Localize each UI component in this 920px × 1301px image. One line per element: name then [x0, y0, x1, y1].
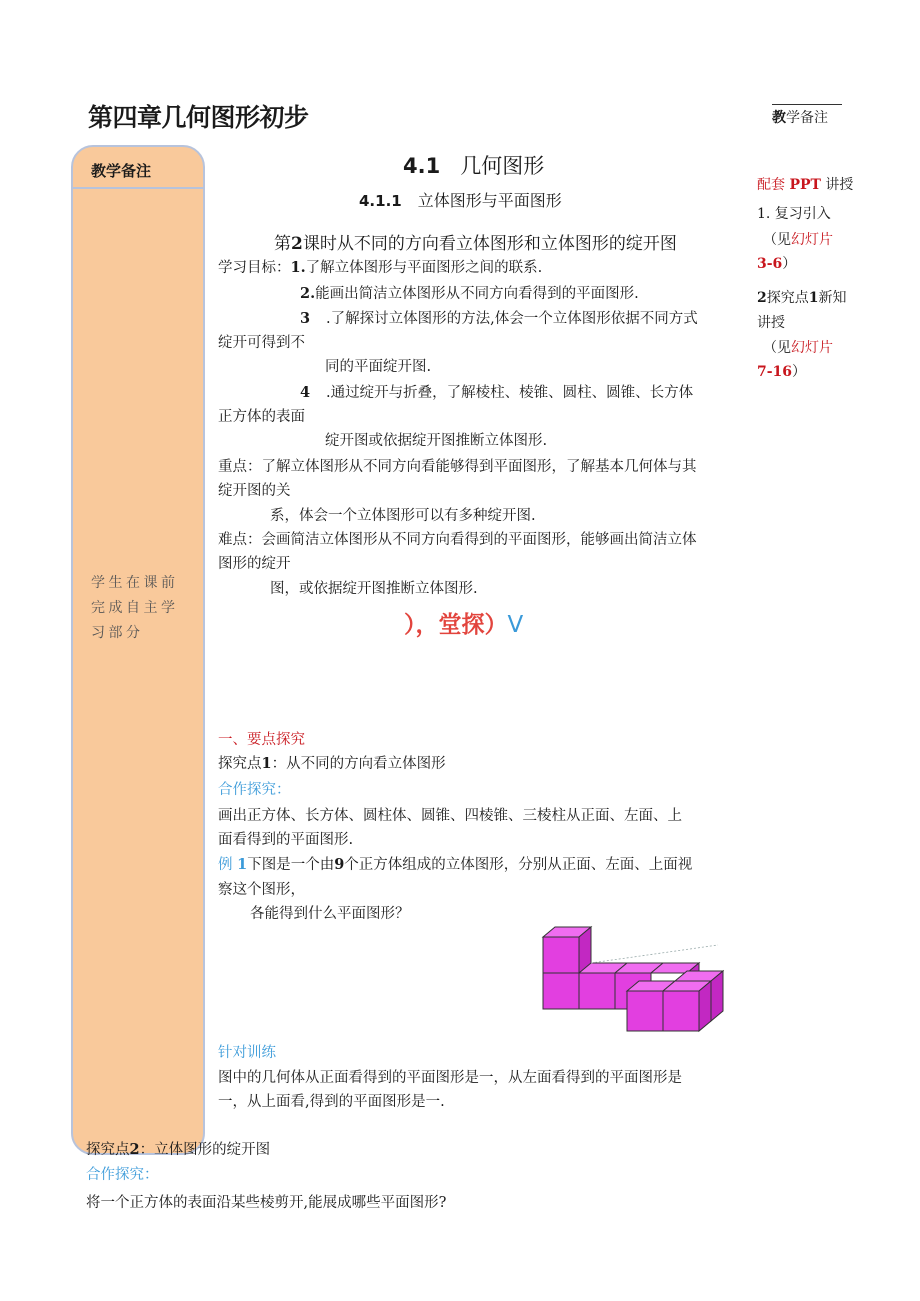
see-1-b: 幻灯片	[791, 232, 833, 248]
cube-front-face	[579, 973, 615, 1009]
key-point-cont2: 系，体会一个立体图形可以有多种绽开图.	[270, 508, 536, 524]
top-teaching-note	[772, 104, 842, 127]
goal-3-cont: 绽开可得到不	[218, 335, 305, 351]
see-slides-1	[763, 228, 833, 252]
example-1	[218, 855, 692, 875]
dashed-guide	[591, 945, 718, 963]
top-note-rest: 学备注	[786, 110, 828, 126]
example-1-text-a: 下图是一个由	[247, 857, 335, 873]
coop-2-text: 将一个正方体的表面沿某些棱剪开,能展成哪些平面图形?	[86, 1195, 447, 1211]
review-note: 1. 复习引入	[757, 206, 831, 222]
training-text: 图中的几何体从正面看得到的平面图形是一，从左面看得到的平面图形是	[218, 1070, 682, 1086]
example-1-question: 各能得到什么平面图形？	[250, 906, 410, 922]
explore-note-b: 探究点	[766, 290, 809, 306]
explore-1-num: 1	[261, 755, 272, 772]
explore-point-2	[86, 1140, 270, 1160]
see-2-range: 7-16	[757, 364, 793, 380]
see-1-range: 3-6	[757, 256, 783, 272]
subsection-heading	[359, 188, 562, 211]
ppt-note	[757, 173, 853, 197]
side-panel-header-text: 教学备注	[91, 162, 152, 180]
example-1-count: 9	[334, 856, 345, 873]
teaching-notes-panel	[71, 145, 205, 1155]
explore-note-d: 新知	[818, 290, 847, 306]
cooperative-explore-2: 合作探究：	[86, 1167, 159, 1183]
explore-point-1	[218, 754, 446, 774]
explore-note	[757, 286, 847, 310]
goal-3-text: .了解探讨立体图形的方法,体会一个立体图形依据不同方式	[326, 311, 698, 327]
cube-front-face	[543, 937, 579, 973]
side-panel-header	[73, 147, 203, 189]
subsection-title: 立体图形与平面图形	[417, 191, 562, 210]
goal-1	[218, 258, 542, 278]
goal-4	[300, 383, 693, 403]
fragment-v: V	[507, 612, 524, 638]
targeted-training-heading: 针对训练	[218, 1045, 276, 1061]
difficulty-cont2: 图，或依据绽开图推断立体图形.	[270, 581, 478, 597]
difficulty-cont: 图形的绽开	[218, 556, 291, 572]
goal-4-cont2: 绽开图或依据绽开图推断立体图形.	[325, 433, 548, 449]
goals-label: 学习目标：	[218, 260, 291, 276]
cooperative-explore-1: 合作探究：	[218, 782, 291, 798]
goal-2-text: 能画出简洁立体图形从不同方向看得到的平面图形.	[315, 286, 639, 302]
see-slides-1-range	[757, 252, 796, 276]
training-text-cont: 一，从上面看,得到的平面图形是一.	[218, 1094, 445, 1110]
key-point: 重点：了解立体图形从不同方向看能够得到平面图形，了解基本几何体与其	[218, 459, 697, 475]
chapter-title: 第四章几何图形初步	[88, 103, 309, 132]
ppt-note-c: 讲授	[825, 177, 854, 193]
goal-4-cont: 正方体的表面	[218, 409, 305, 425]
coop-1-text: 画出正方体、长方体、圆柱体、圆锥、四棱锥、三棱柱从正面、左面、上	[218, 808, 682, 824]
side-panel-text: 学生在课前完成自主学习部分	[91, 575, 179, 641]
difficulty: 难点：会画简洁立体图形从不同方向看得到的平面图形，能够画出简洁立体	[218, 532, 697, 548]
section-title: 几何图形	[460, 154, 545, 178]
cube-figure	[538, 925, 724, 1037]
example-1-cont: 察这个图形，	[218, 882, 305, 898]
cube-front-face	[663, 991, 699, 1031]
see-2-close: ）	[792, 364, 807, 380]
goal-1-text: 了解立体图形与平面图形之间的联系.	[305, 260, 543, 276]
see-1-close: ）	[782, 256, 797, 272]
subsection-number: 4.1.1	[359, 192, 402, 210]
goal-4-num: 4	[300, 384, 311, 401]
explore-1-label: 探究点	[218, 756, 262, 772]
explore-note-c: 1	[808, 290, 819, 306]
ppt-note-b: PPT	[789, 177, 821, 193]
section-heading	[403, 150, 544, 180]
fragment-text	[404, 606, 523, 639]
explore-2-label: 探究点	[86, 1142, 130, 1158]
fragment-red: ），堂探）	[404, 612, 508, 638]
cube-front-face	[543, 973, 579, 1009]
explore-1-text: ：从不同的方向看立体图形	[271, 756, 446, 772]
lesson-title	[274, 229, 677, 254]
see-slides-2	[763, 336, 833, 360]
see-slides-2-range	[757, 360, 806, 384]
goal-2	[300, 284, 639, 304]
goal-4-text: .通过绽开与折叠，了解棱柱、棱锥、圆柱、圆锥、长方体	[326, 385, 694, 401]
lesson-title-num: 2	[291, 234, 303, 254]
goal-3-num: 3	[300, 310, 311, 327]
explore-2-text: ：立体图形的绽开图	[139, 1142, 271, 1158]
explore-note-a: 2	[757, 290, 767, 306]
key-point-cont: 绽开图的关	[218, 483, 291, 499]
top-note-bold: 教	[772, 110, 786, 126]
section-number: 4.1	[403, 154, 441, 178]
section-1-heading: 一、要点探究	[218, 732, 305, 748]
goal-3	[300, 309, 698, 329]
example-1-text-b: 个正方体组成的立体图形，分别从正面、左面、上面视	[344, 857, 693, 873]
explore-note-cont: 讲授	[757, 315, 785, 331]
lesson-title-pre: 第	[274, 234, 291, 254]
example-1-label: 例	[218, 857, 233, 873]
goal-3-cont2: 同的平面绽开图.	[325, 359, 432, 375]
coop-1-text-cont: 面看得到的平面图形.	[218, 832, 354, 848]
cube-front-face	[627, 991, 663, 1031]
ppt-note-a: 配套	[757, 177, 785, 193]
explore-2-num: 2	[129, 1141, 140, 1158]
goal-2-num: 2.	[300, 285, 316, 302]
see-2-a: （见	[763, 340, 791, 356]
goal-1-num: 1.	[290, 259, 306, 276]
lesson-title-post: 课时从不同的方向看立体图形和立体图形的绽开图	[302, 234, 677, 254]
see-1-a: （见	[763, 232, 791, 248]
see-2-b: 幻灯片	[791, 340, 833, 356]
example-1-num: 1	[237, 856, 248, 873]
